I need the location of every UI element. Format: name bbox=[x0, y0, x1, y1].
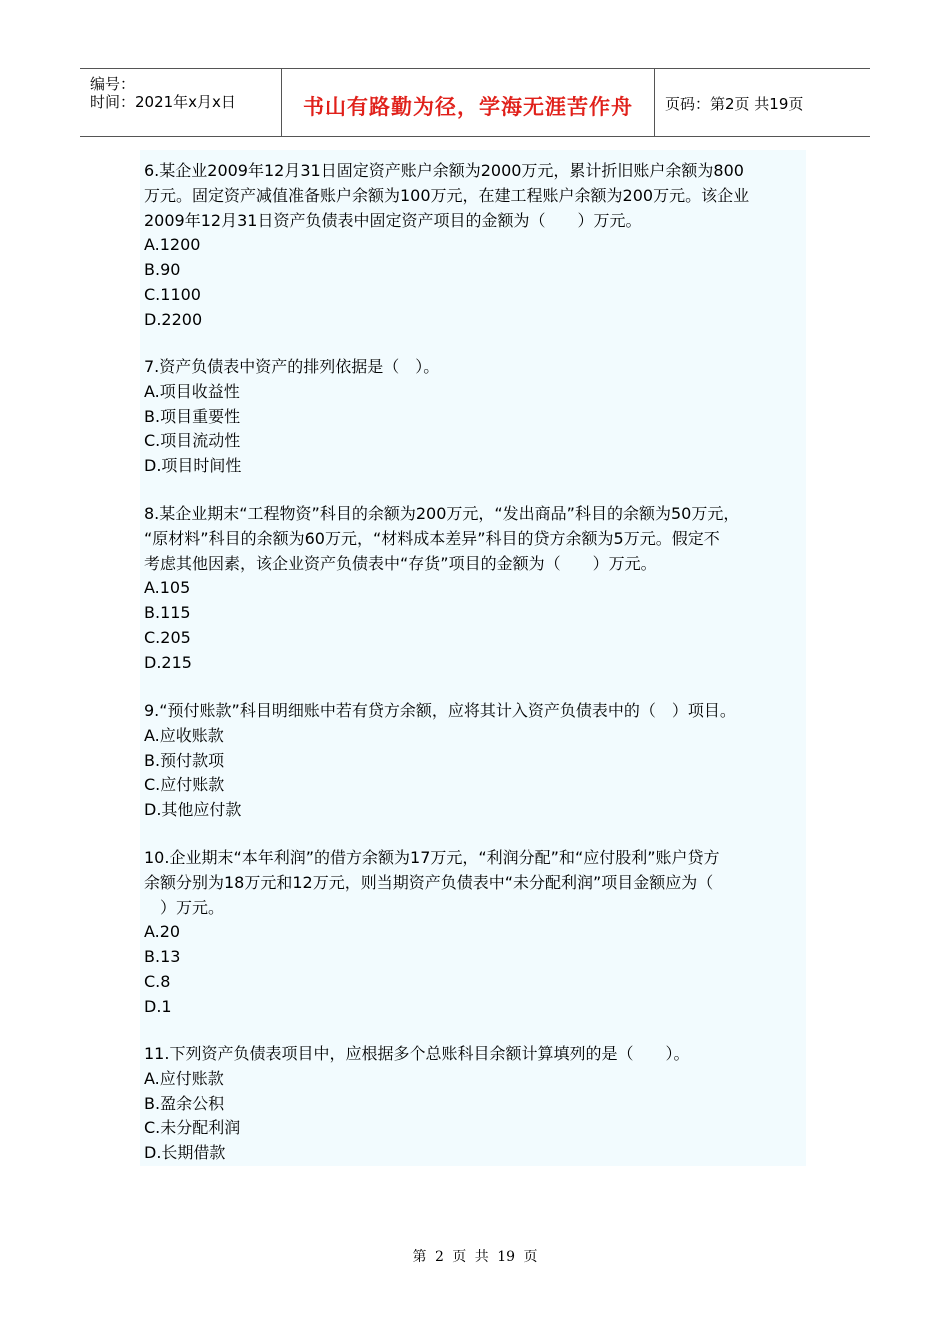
question-text-line: 7.资产负债表中资产的排列依据是（ ）。 bbox=[144, 357, 440, 376]
option-c: C.205 bbox=[144, 627, 191, 647]
option-d: D.2200 bbox=[144, 309, 203, 329]
question-text-line: “原材料”科目的余额为60万元，“材料成本差异”科目的贷方余额为5万元。假定不 bbox=[144, 528, 720, 548]
question-text-line: 9.“预付账款”科目明细账中若有贷方余额，应将其计入资产负债表中的（ ）项目。 bbox=[144, 701, 736, 720]
question-text-line: 8.某企业期末“工程物资”科目的余额为200万元，“发出商品”科目的余额为50万元， bbox=[144, 504, 740, 523]
option-b: B.13 bbox=[144, 947, 181, 967]
option-a: A.105 bbox=[144, 578, 191, 598]
document-date-label: 时间：2021年x月x日 bbox=[90, 93, 236, 111]
option-a: A.20 bbox=[144, 922, 181, 942]
option-b: B.盈余公积 bbox=[144, 1093, 225, 1113]
header-motto: 书山有路勤为径，学海无涯苦作舟 bbox=[303, 94, 633, 119]
question-text-line: 10.企业期末“本年利润”的借方余额为17万元，“利润分配”和“应付股利”账户贷方 bbox=[144, 848, 720, 867]
question-text-line: 考虑其他因素，该企业资产负债表中“存货”项目的金额为（ ）万元。 bbox=[144, 553, 657, 573]
document-number-label: 编号： bbox=[90, 75, 136, 93]
question-text-line: 11.下列资产负债表项目中，应根据多个总账科目余额计算填列的是（ ）。 bbox=[144, 1044, 690, 1063]
option-c: C.项目流动性 bbox=[144, 431, 241, 451]
question-text-line: ）万元。 bbox=[144, 897, 225, 917]
question-text-line: 2009年12月31日资产负债表中固定资产项目的金额为（ ）万元。 bbox=[144, 210, 642, 230]
option-c: C.应付账款 bbox=[144, 775, 225, 795]
question-text-line: 余额分别为18万元和12万元，则当期资产负债表中“未分配利润”项目金额应为（ bbox=[144, 872, 714, 892]
option-c: C.8 bbox=[144, 971, 171, 991]
question-content bbox=[140, 150, 806, 1166]
option-a: A.应收账款 bbox=[144, 725, 224, 745]
option-d: D.215 bbox=[144, 652, 192, 672]
header-page-info: 页码：第2页 共19页 bbox=[665, 95, 804, 113]
option-b: B.90 bbox=[144, 260, 181, 280]
page-header bbox=[80, 68, 870, 137]
question-text-line: 6.某企业2009年12月31日固定资产账户余额为2000万元，累计折旧账户余额为800 bbox=[144, 161, 744, 180]
option-a: A.1200 bbox=[144, 235, 201, 255]
option-d: D.长期借款 bbox=[144, 1143, 226, 1163]
option-c: C.未分配利润 bbox=[144, 1118, 241, 1138]
option-d: D.其他应付款 bbox=[144, 800, 242, 820]
question-9 bbox=[144, 699, 806, 823]
page-footer: 第 2 页 共 19 页 bbox=[412, 1249, 538, 1265]
option-a: A.应付账款 bbox=[144, 1068, 224, 1088]
question-11 bbox=[144, 1042, 806, 1166]
option-d: D.项目时间性 bbox=[144, 456, 242, 476]
question-text-line: 万元。固定资产减值准备账户余额为100万元，在建工程账户余额为200万元。该企业 bbox=[144, 185, 750, 205]
option-a: A.项目收益性 bbox=[144, 381, 240, 401]
question-7 bbox=[144, 355, 806, 479]
option-b: B.预付款项 bbox=[144, 750, 225, 770]
question-6 bbox=[144, 159, 806, 333]
option-b: B.115 bbox=[144, 603, 191, 623]
question-8 bbox=[144, 502, 806, 676]
question-10 bbox=[144, 846, 806, 1020]
header-page-cell bbox=[655, 69, 870, 136]
header-motto-cell bbox=[281, 69, 655, 136]
header-meta-cell bbox=[80, 69, 280, 136]
option-c: C.1100 bbox=[144, 284, 201, 304]
option-b: B.项目重要性 bbox=[144, 406, 241, 426]
option-d: D.1 bbox=[144, 996, 172, 1016]
